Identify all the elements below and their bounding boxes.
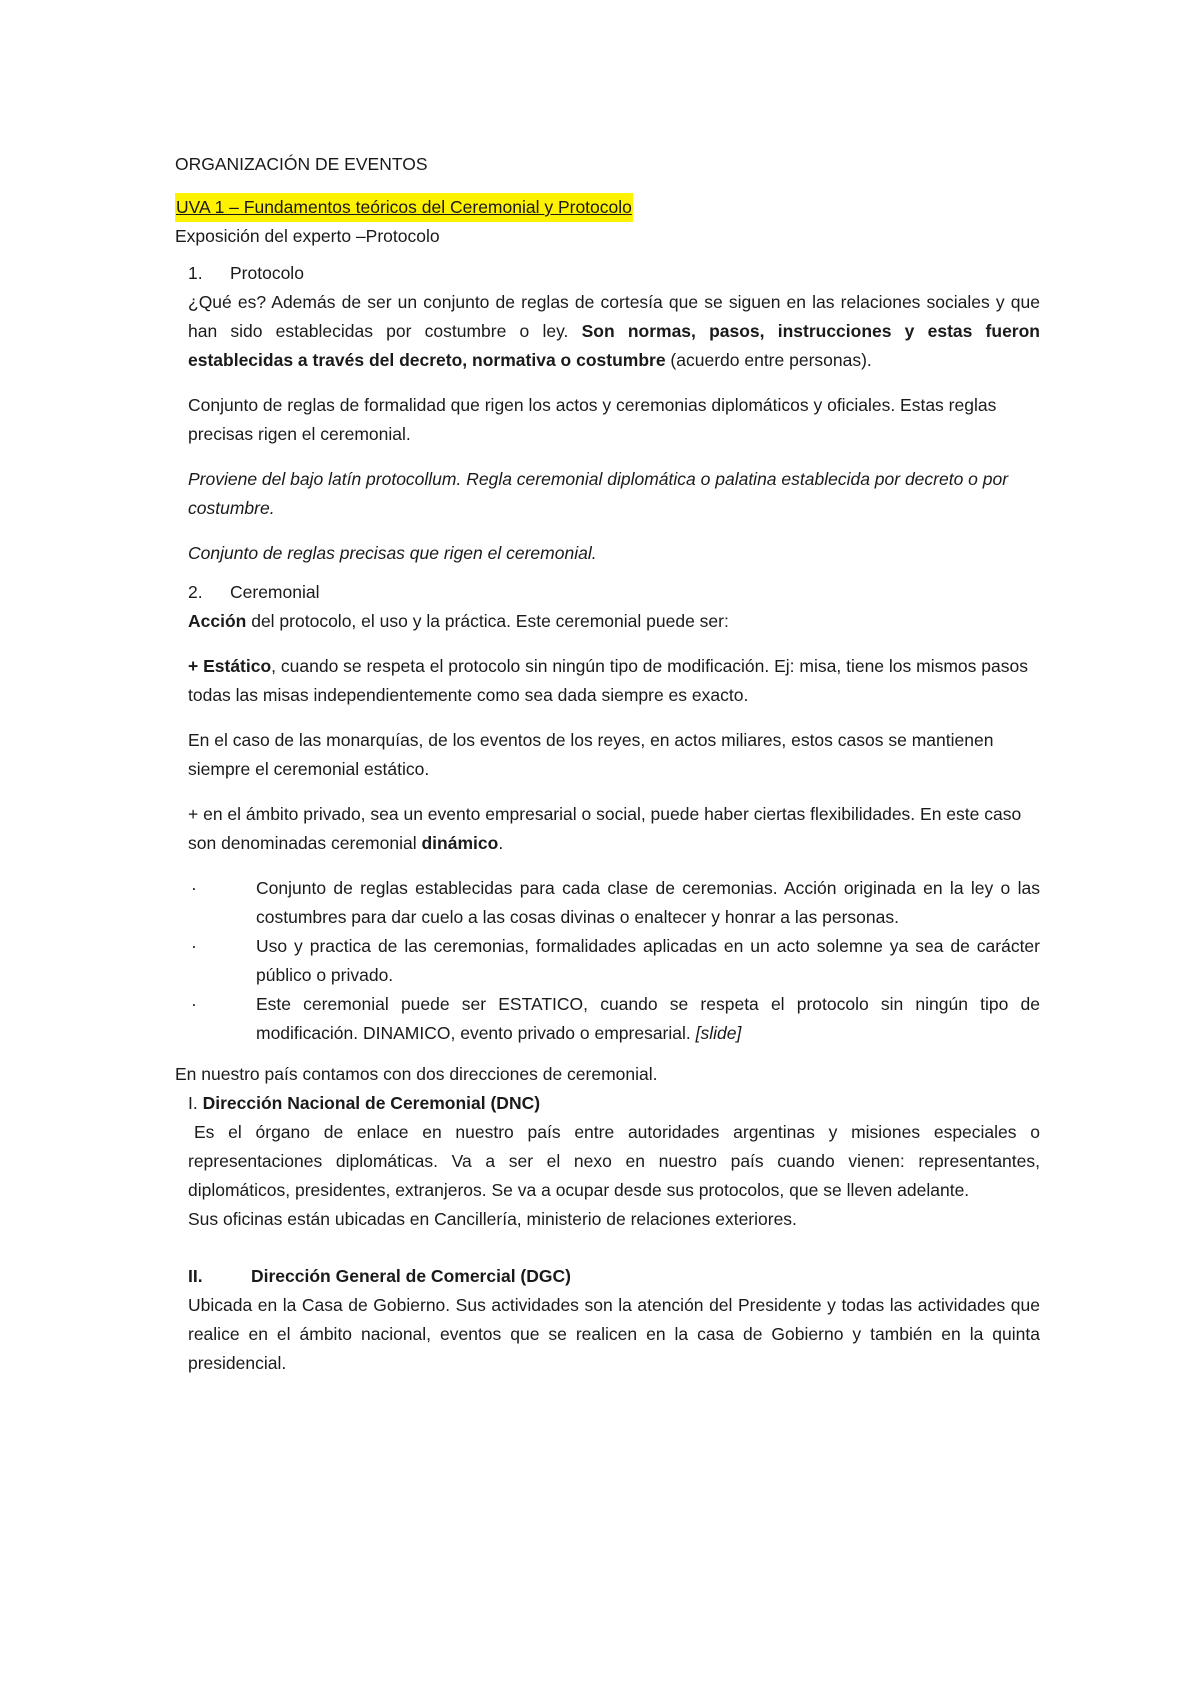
paragraph-text: , cuando se respeta el protocolo sin ningún tipo de modificación. Ej: misa, tiene los mismos pasos todas las misas independientemente como sea dada siempre es exacto. — [188, 656, 1028, 705]
bullet-dot: · — [191, 878, 197, 898]
paragraph-text: . — [498, 833, 504, 853]
uva-heading — [175, 193, 1040, 222]
uva-highlight: UVA 1 – Fundamentos teóricos del Ceremonial y Protocolo — [175, 193, 633, 222]
bold-text: dinámico — [421, 833, 499, 853]
bullet-list — [175, 874, 1040, 1048]
paragraph-direcciones: En nuestro país contamos con dos direcciones de ceremonial. — [175, 1064, 658, 1084]
section-title: Protocolo — [230, 263, 304, 283]
paragraph-text: ¿Qué es? Además de ser un conjunto de reglas de cortesía que se siguen en las relaciones sociales y que han sido establecidas por costumbre o ley. — [188, 292, 1040, 341]
section-heading-protocolo — [175, 259, 1040, 288]
bold-text: Son normas, pasos, instrucciones y estas fueron establecidas a través del decreto, normativa o costumbre — [188, 321, 1040, 370]
bullet-dot: · — [191, 994, 197, 1014]
bullet-dot: · — [191, 936, 197, 956]
list-item-text — [256, 990, 1040, 1048]
section-number: 2. — [188, 582, 203, 602]
list-item-text: Uso y practica de las ceremonias, formalidades aplicadas en un acto solemne ya sea de carácter público o privado. — [256, 936, 1040, 985]
list-item — [188, 932, 1040, 990]
section-number: 1. — [188, 263, 203, 283]
document-title: ORGANIZACIÓN DE EVENTOS — [175, 154, 428, 174]
paragraph-text: (acuerdo entre personas). — [665, 350, 872, 370]
paragraph-italic: Proviene del bajo latín protocollum. Regla ceremonial diplomática o palatina establecida por decreto o por costumbre. — [188, 469, 1009, 518]
paragraph: En el caso de las monarquías, de los eventos de los reyes, en actos miliares, estos casos se mantienen siempre el ceremonial estático. — [188, 730, 994, 779]
italic-text: [slide] — [695, 1023, 742, 1043]
section-title: Ceremonial — [230, 582, 320, 602]
paragraph: Sus oficinas están ubicadas en Cancillería, ministerio de relaciones exteriores. — [188, 1209, 797, 1229]
roman-number: II. — [188, 1266, 203, 1286]
exposicion-line: Exposición del experto –Protocolo — [175, 226, 440, 246]
bold-text: Acción — [188, 611, 247, 631]
paragraph — [175, 288, 1040, 375]
bold-heading: Dirección General de Comercial (DGC) — [251, 1266, 571, 1286]
bold-heading: Dirección Nacional de Ceremonial (DNC) — [202, 1093, 541, 1113]
paragraph: Ubicada en la Casa de Gobierno. Sus actividades son la atención del Presidente y todas las actividades que realice en el ámbito nacional, eventos que se realicen en la casa de Gobierno y también en la quinta presidencial. — [188, 1295, 1040, 1373]
list-item — [188, 990, 1040, 1048]
bold-text: + Estático — [188, 656, 272, 676]
roman-number: I. — [188, 1093, 198, 1113]
list-item-text: Conjunto de reglas establecidas para cada clase de ceremonias. Acción originada en la ley o las costumbres para dar cuelo a las cosas divinas o enaltecer y honrar a las personas. — [256, 878, 1040, 927]
section-heading-ceremonial — [175, 578, 1040, 607]
heading-dgc — [175, 1262, 1040, 1291]
paragraph-italic: Conjunto de reglas precisas que rigen el ceremonial. — [188, 543, 597, 563]
paragraph-text: + en el ámbito privado, sea un evento empresarial o social, puede haber ciertas flexibilidades. En este caso son denominadas ceremonial — [188, 804, 1022, 853]
paragraph — [175, 800, 1040, 858]
paragraph: Es el órgano de enlace en nuestro país entre autoridades argentinas y misiones especiales o representaciones diplomáticas. Va a ser el nexo en nuestro país cuando vienen: representantes, diplomáticos, presidentes, extranjeros. Se va a ocupar desde sus protocolos, que se lleven adelante. — [188, 1122, 1040, 1200]
list-item-text-part: Este ceremonial puede ser ESTATICO, cuando se respeta el protocolo sin ningún tipo de modificación. DINAMICO, evento privado o empresarial. — [256, 994, 1040, 1043]
paragraph-text: del protocolo, el uso y la práctica. Este ceremonial puede ser: — [246, 611, 729, 631]
list-item — [188, 874, 1040, 932]
paragraph: Conjunto de reglas de formalidad que rigen los actos y ceremonias diplomáticos y oficiales. Estas reglas precisas rigen el ceremonial. — [188, 395, 997, 444]
paragraph — [175, 652, 1040, 710]
heading-dnc — [175, 1089, 1040, 1118]
paragraph — [175, 607, 1040, 636]
